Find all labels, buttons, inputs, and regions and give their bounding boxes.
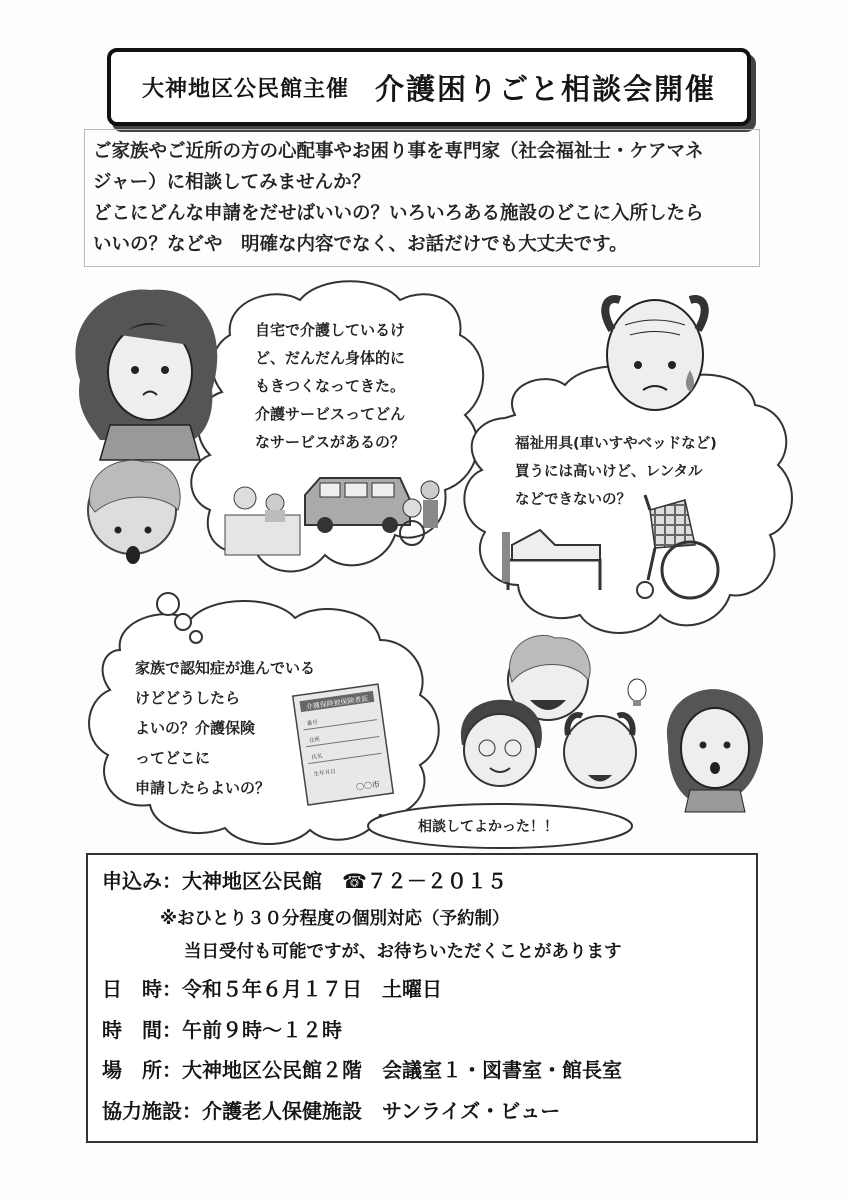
application-contact: 申込み：大神地区公民館 ☎７２－２０１５ [102, 869, 507, 893]
event-time: 時 間：午前９時～１２時 [102, 1018, 342, 1042]
walk-in-note: 当日受付も可能ですが、お待ちいただくことがあります [184, 942, 622, 962]
bubble-line: よいの？介護保険 [135, 719, 256, 737]
card-field: 氏名 [311, 753, 323, 762]
bubble-line: などできないの？ [515, 492, 631, 508]
elderly-man-worried-illustration [605, 299, 704, 410]
bubble-line: 介護サービスってどん [255, 405, 406, 423]
card-field: 住所 [308, 736, 321, 745]
intro-text-box [84, 129, 760, 267]
bubble-line: もきつくなってきた。 [255, 377, 406, 395]
dementia-bubble-text [135, 653, 315, 803]
bubble-line: 自宅で介護しているけ [255, 321, 406, 339]
bubble-line: 申請したらよいの？ [135, 779, 271, 797]
partner-facility: 協力施設：介護老人保健施設 サンライズ・ビュー [102, 1099, 561, 1123]
event-place: 場 所：大神地区公民館２階 会議室１・図書室・館長室 [102, 1058, 622, 1082]
intro-line: いいの？などや 明確な内容でなく、お話だけでも大丈夫です。 [93, 234, 628, 255]
card-field: 番号 [306, 719, 319, 728]
glad-bubble-text: 相談してよかった！！ [418, 819, 558, 835]
bubble-line: 福祉用具(車いすやベッドなど) [515, 436, 717, 452]
surprised-woman-illustration [667, 689, 763, 812]
bubble-line: ど、だんだん身体的に [255, 349, 406, 367]
title-box [107, 48, 751, 126]
bubble-line: ってどこに [135, 749, 211, 767]
event-date: 日 時：令和５年６月１７日 土曜日 [102, 977, 442, 1001]
card-issuer: 〇〇市 [355, 779, 381, 793]
happy-elderly-man-illustration [564, 715, 636, 788]
worried-woman-illustration [75, 290, 217, 460]
care-van-illustration [305, 478, 410, 533]
card-field: 生年月日 [313, 768, 337, 778]
bubble-line: 家族で認知症が進んでいる [135, 659, 316, 677]
intro-line: ジャー）に相談してみませんか？ [93, 172, 371, 193]
organizer-label: 大神地区公民館主催 [141, 76, 349, 102]
bubble-line: けどどうしたら [135, 689, 241, 707]
lightbulb-icon [628, 679, 646, 706]
reservation-note: ※おひとり３０分程度の個別対応（予約制） [160, 909, 510, 929]
illustration-scene [0, 275, 849, 855]
event-title: 介護困りごと相談会開催 [375, 71, 717, 106]
bubble-line: 買うには高いけど、レンタル [515, 464, 703, 480]
event-info-box [86, 853, 758, 1143]
intro-line: どこにどんな申請をだせばいいの？いろいろある施設のどこに入所したら [93, 203, 704, 224]
elderly-woman-illustration [88, 460, 180, 564]
bubble-line: なサービスがあるの？ [255, 433, 406, 451]
card-title: 介護保険被保険者証 [305, 694, 369, 712]
woman-glasses-illustration [461, 700, 542, 786]
home-care-bubble-text [255, 316, 405, 456]
equipment-bubble-text [515, 430, 717, 514]
intro-line: ご家族やご近所の方の心配事やお困り事を専門家（社会福祉士・ケアマネ [93, 141, 704, 162]
